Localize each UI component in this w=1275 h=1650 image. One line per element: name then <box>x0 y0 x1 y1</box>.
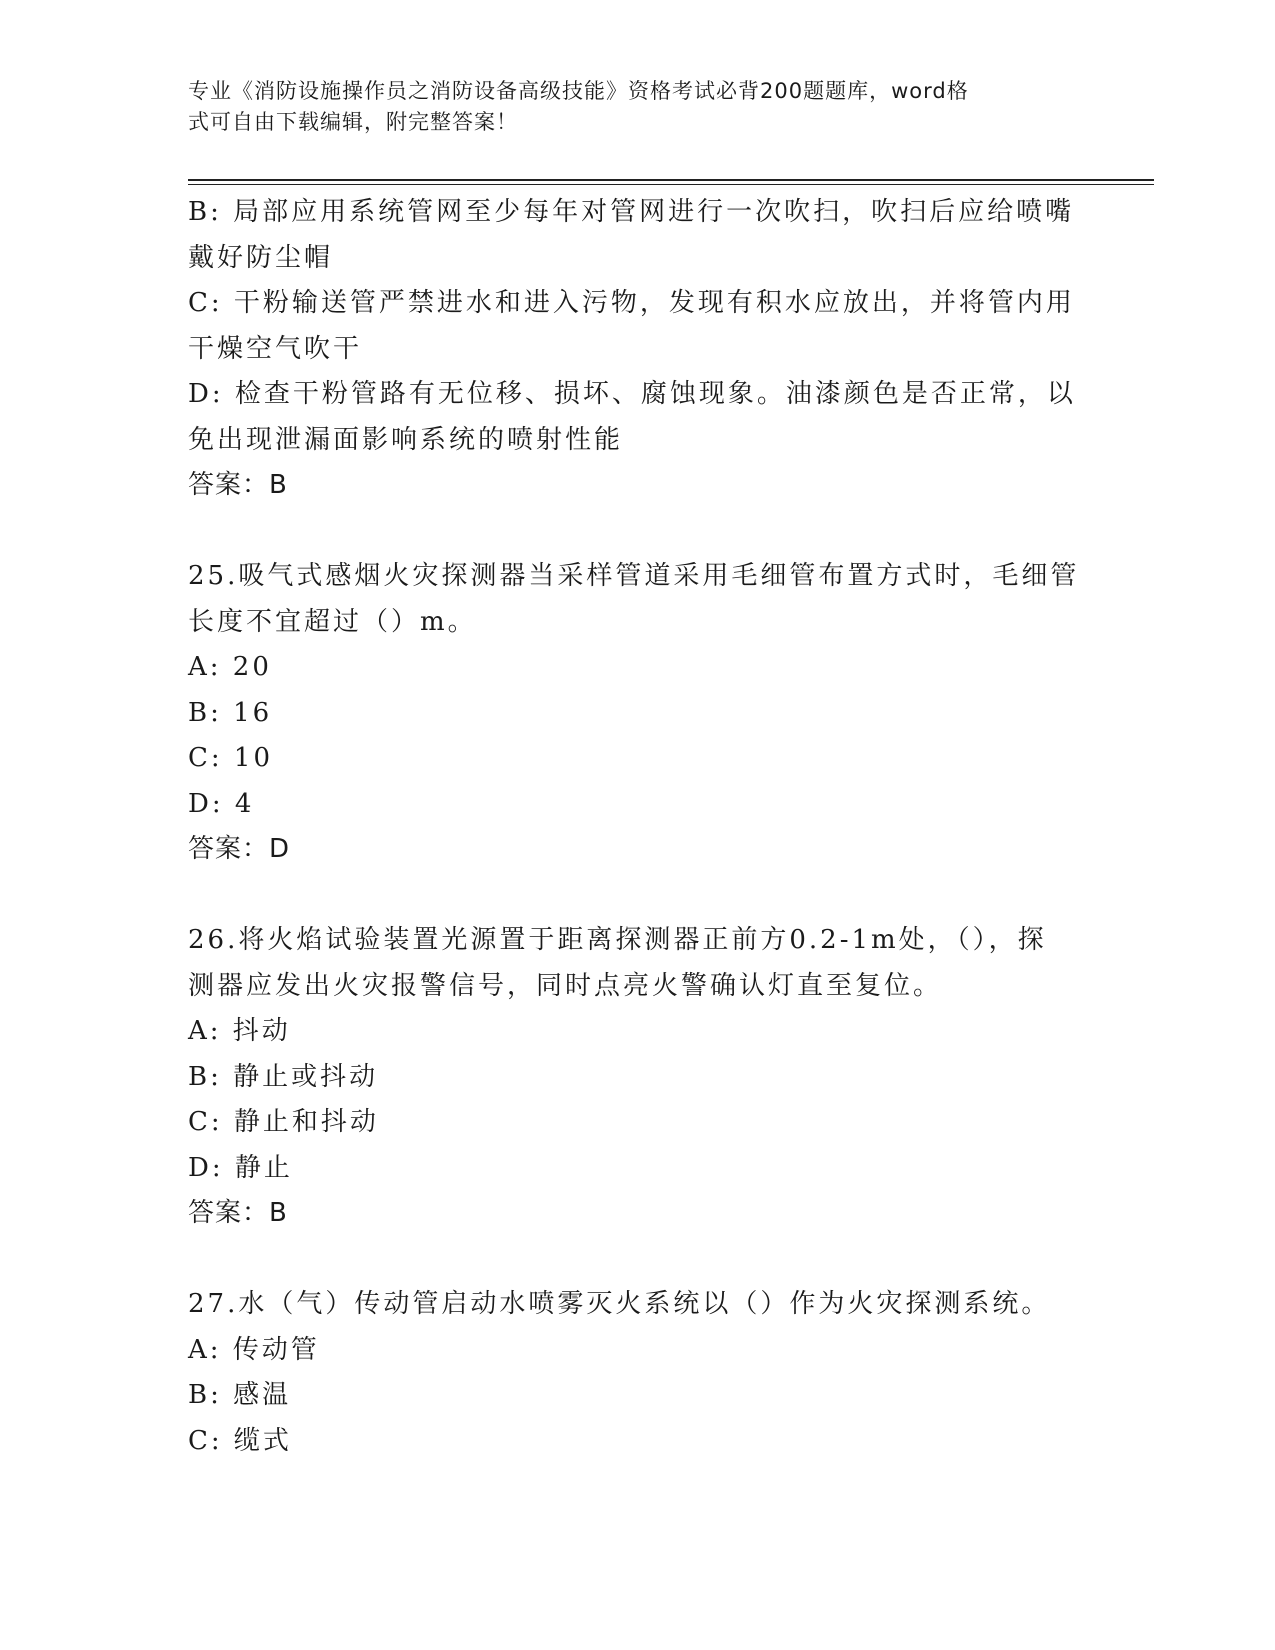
option-d-line-1: D: 检查干粉管路有无位移、损坏、腐蚀现象。油漆颜色是否正常，以 <box>188 379 1076 409</box>
option-c: C: 10 <box>188 743 274 773</box>
header-rule-thick <box>188 179 1154 181</box>
option-a: A: 20 <box>188 652 272 682</box>
answer: 答案：D <box>188 834 291 864</box>
question-stem-line-2: 测器应发出火灾报警信号，同时点亮火警确认灯直至复位。 <box>188 970 943 1001</box>
spacer <box>188 509 1088 555</box>
option-b: B: 静止或抖动 <box>188 1061 379 1092</box>
question-stem-line-2: 长度不宜超过（）m。 <box>188 606 477 637</box>
option-d: D: 4 <box>188 788 255 819</box>
question-26 <box>188 918 1088 1237</box>
option-c-line-2: 干燥空气吹干 <box>188 333 363 364</box>
answer: 答案：B <box>188 1198 288 1228</box>
option-d-line-2: 免出现泄漏面影响系统的喷射性能 <box>188 424 624 455</box>
option-a: A: 传动管 <box>188 1334 320 1365</box>
header-line-1: 专业《消防设施操作员之消防设备高级技能》资格考试必背200题题库，word格 <box>188 79 969 103</box>
question-27 <box>188 1282 1088 1464</box>
header-line-2: 式可自由下载编辑，附完整答案！ <box>188 110 518 134</box>
option-b-line-1: B: 局部应用系统管网至少每年对管网进行一次吹扫，吹扫后应给喷嘴 <box>188 197 1075 227</box>
question-list <box>188 190 1088 1464</box>
question-24 <box>188 190 1088 509</box>
spacer <box>188 1237 1088 1283</box>
option-c: C: 缆式 <box>188 1425 292 1456</box>
option-c: C: 静止和抖动 <box>188 1107 379 1137</box>
answer: 答案：B <box>188 470 288 500</box>
question-stem-line-1: 25.吸气式感烟火灾探测器当采样管道采用毛细管布置方式时，毛细管 <box>188 561 1080 591</box>
option-d: D: 静止 <box>188 1152 293 1183</box>
question-stem-line-1: 26.将火焰试验装置光源置于距离探测器正前方0.2-1m处，（），探 <box>188 925 1047 955</box>
option-a: A: 抖动 <box>188 1016 291 1046</box>
option-b-line-2: 戴好防尘帽 <box>188 242 334 273</box>
option-c-line-1: C: 干粉输送管严禁进水和进入污物，发现有积水应放出，并将管内用 <box>188 288 1075 318</box>
question-25 <box>188 554 1088 873</box>
option-b: B: 16 <box>188 697 273 728</box>
header-rule-thin <box>188 184 1154 185</box>
question-stem-line-1: 27.水（气）传动管启动水喷雾灭火系统以（）作为火灾探测系统。 <box>188 1289 1051 1319</box>
spacer <box>188 873 1088 919</box>
option-b: B: 感温 <box>188 1380 292 1410</box>
document-header <box>188 76 1088 138</box>
